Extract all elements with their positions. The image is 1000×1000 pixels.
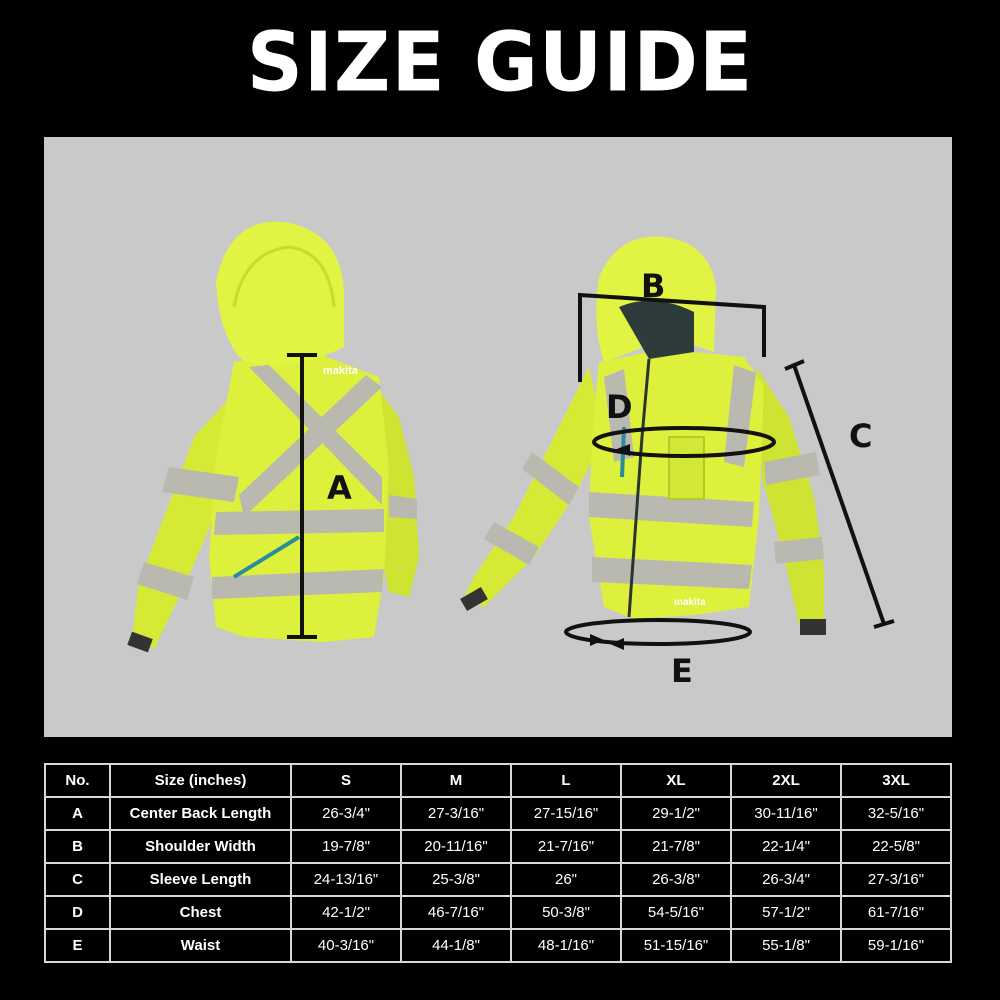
table-cell: 48-1/16" (511, 929, 621, 962)
jacket-diagram (44, 137, 952, 737)
label-a: A (327, 469, 352, 507)
logo-back: makita (323, 365, 358, 377)
header-2xl: 2XL (731, 764, 841, 797)
table-row (45, 797, 951, 830)
table-cell: 51-15/16" (621, 929, 731, 962)
label-b: B (641, 267, 666, 305)
measurement-name: Chest (110, 896, 291, 929)
table-cell: 26-3/4" (291, 797, 401, 830)
table-cell: 50-3/8" (511, 896, 621, 929)
table-cell: 40-3/16" (291, 929, 401, 962)
table-cell: 59-1/16" (841, 929, 951, 962)
row-number: E (45, 929, 110, 962)
jacket-back-view (127, 222, 419, 653)
header-size: Size (inches) (110, 764, 291, 797)
measurement-name: Shoulder Width (110, 830, 291, 863)
table-cell: 19-7/8" (291, 830, 401, 863)
table-row (45, 830, 951, 863)
table-cell: 20-11/16" (401, 830, 511, 863)
header-xl: XL (621, 764, 731, 797)
header-s: S (291, 764, 401, 797)
row-number: A (45, 797, 110, 830)
table-cell: 26-3/4" (731, 863, 841, 896)
table-cell: 22-1/4" (731, 830, 841, 863)
logo-front: makita (674, 597, 706, 608)
table-cell: 29-1/2" (621, 797, 731, 830)
table-header-row (45, 764, 951, 797)
table-cell: 24-13/16" (291, 863, 401, 896)
label-e: E (671, 652, 693, 690)
table-cell: 57-1/2" (731, 896, 841, 929)
measurement-name: Sleeve Length (110, 863, 291, 896)
header-no: No. (45, 764, 110, 797)
label-c: C (849, 417, 873, 455)
row-number: D (45, 896, 110, 929)
header-l: L (511, 764, 621, 797)
table-cell: 42-1/2" (291, 896, 401, 929)
header-m: M (401, 764, 511, 797)
row-number: C (45, 863, 110, 896)
measurement-name: Waist (110, 929, 291, 962)
row-number: B (45, 830, 110, 863)
table-cell: 46-7/16" (401, 896, 511, 929)
jacket-diagram-panel (44, 137, 952, 737)
table-cell: 26" (511, 863, 621, 896)
page-title: SIZE GUIDE (246, 15, 754, 111)
table-cell: 27-3/16" (401, 797, 511, 830)
table-cell: 61-7/16" (841, 896, 951, 929)
label-d: D (606, 388, 633, 426)
table-cell: 27-15/16" (511, 797, 621, 830)
table-cell: 25-3/8" (401, 863, 511, 896)
table-cell: 26-3/8" (621, 863, 731, 896)
table-row (45, 929, 951, 962)
table-cell: 30-11/16" (731, 797, 841, 830)
table-cell: 32-5/16" (841, 797, 951, 830)
table-row (45, 896, 951, 929)
table-row (45, 863, 951, 896)
table-cell: 54-5/16" (621, 896, 731, 929)
size-table (44, 763, 952, 963)
table-cell: 27-3/16" (841, 863, 951, 896)
table-cell: 22-5/8" (841, 830, 951, 863)
header-3xl: 3XL (841, 764, 951, 797)
table-cell: 44-1/8" (401, 929, 511, 962)
table-cell: 21-7/8" (621, 830, 731, 863)
measurement-name: Center Back Length (110, 797, 291, 830)
table-cell: 55-1/8" (731, 929, 841, 962)
table-cell: 21-7/16" (511, 830, 621, 863)
